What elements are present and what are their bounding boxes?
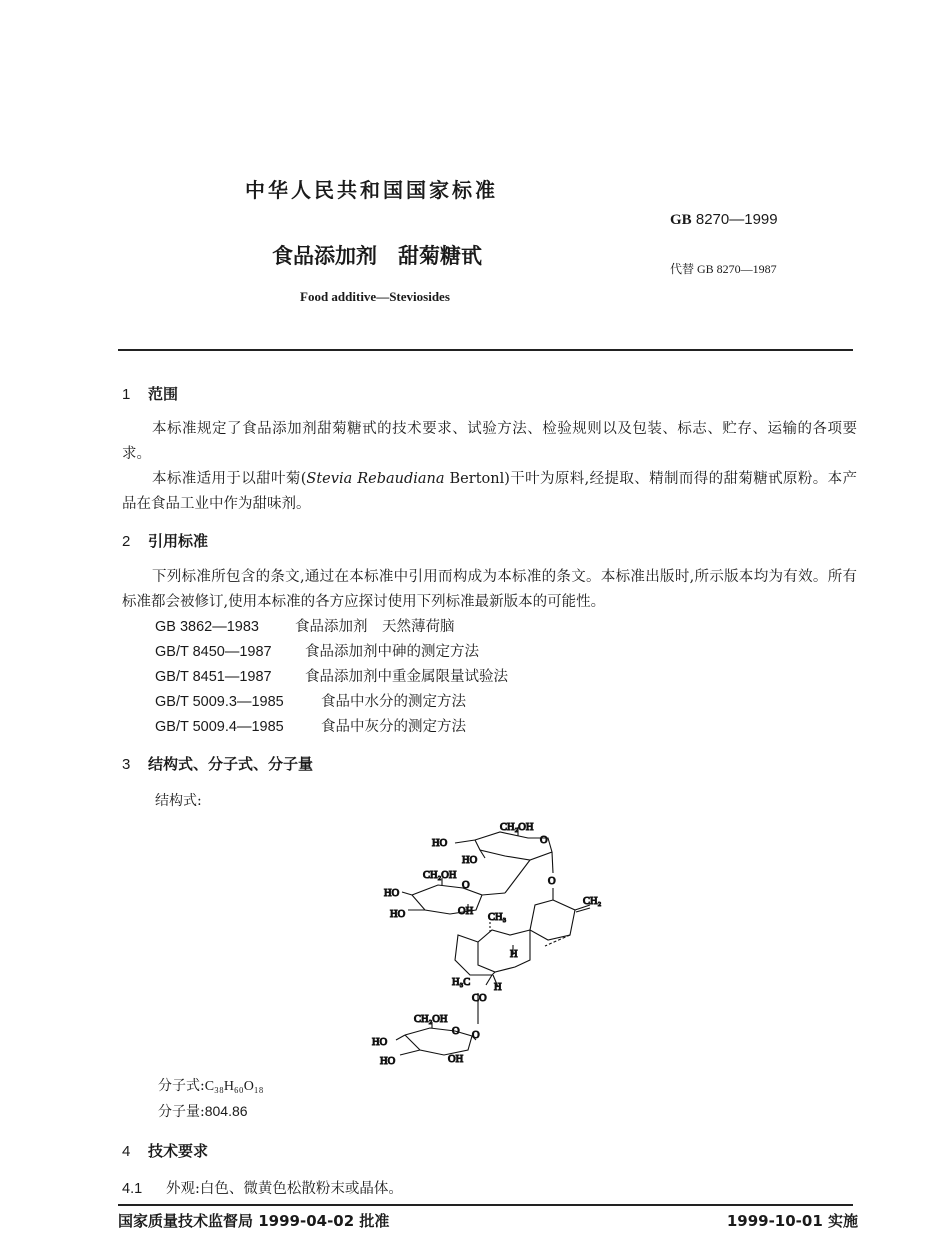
approval-note: 国家质量技术监督局 1999-04-02 批准: [118, 1212, 390, 1230]
section-2-title: 引用标准: [148, 532, 209, 550]
label-h3c: H₃C: [452, 977, 471, 988]
standard-code-prefix: GB: [670, 212, 692, 228]
section-1-number: 1: [122, 386, 131, 403]
label-o-top-ring: O: [540, 835, 548, 846]
molecular-weight-label: 分子量:: [158, 1104, 205, 1120]
molecular-weight-value: 804.86: [204, 1103, 248, 1119]
reference-title: 食品添加剂中砷的测定方法: [305, 644, 479, 660]
label-ch2oh-top: CH₂OH: [500, 822, 534, 833]
reference-title: 食品添加剂中重金属限量试验法: [305, 669, 508, 685]
reference-code: GB/T 5009.3—1985: [155, 694, 284, 710]
section-1-paragraph-2: [122, 467, 857, 517]
reference-item: [155, 615, 455, 636]
label-h-1: H: [510, 949, 518, 960]
label-oh-mid: OH: [458, 906, 474, 917]
glucose-ring-middle: [402, 878, 505, 914]
label-o-mid-ring: O: [462, 880, 470, 891]
section-1-latin-name: Stevia Rebaudiana: [306, 471, 445, 487]
section-2-heading: [122, 530, 208, 551]
reference-code: GB/T 8450—1987: [155, 644, 272, 660]
label-ho-mid: HO: [384, 888, 400, 899]
reference-code: GB/T 8451—1987: [155, 669, 272, 685]
molecular-formula: [158, 1075, 264, 1095]
reference-title: 食品添加剂 天然薄荷脑: [295, 619, 455, 635]
reference-title: 食品中水分的测定方法: [321, 694, 466, 710]
label-o-glycosidic-1: O: [548, 876, 556, 887]
label-h-2: H: [494, 982, 502, 993]
label-ho-top-2: HO: [462, 855, 478, 866]
label-o-ester: O: [472, 1030, 480, 1041]
label-ho-top: HO: [432, 838, 448, 849]
section-4-item-text: 外观:白色、微黄色松散粉末或晶体。: [166, 1181, 403, 1197]
reference-item: [155, 665, 508, 686]
molecular-weight: [158, 1101, 248, 1121]
section-4-item: [122, 1177, 403, 1198]
reference-item: [155, 690, 466, 711]
reference-code: GB 3862—1983: [155, 619, 259, 635]
molecular-formula-value: C₃₈H₆₀O₁₈: [204, 1079, 264, 1094]
section-3-heading: [122, 753, 313, 774]
reference-item: [155, 640, 479, 661]
section-1-title: 范围: [148, 385, 179, 403]
section-1-p2-start: 本标准适用于以甜叶菊(: [152, 471, 307, 487]
section-3-title: 结构式、分子式、分子量: [148, 755, 314, 773]
reference-item: [155, 715, 466, 736]
implementation-date: 1999-10-01 实施: [726, 1212, 858, 1230]
label-ho-bottom-2: HO: [380, 1056, 396, 1067]
section-3-number: 3: [122, 756, 131, 773]
replaces-note: 代替 GB 8270—1987: [670, 262, 777, 276]
standard-code: [670, 211, 778, 229]
label-ho-bottom: HO: [372, 1037, 388, 1048]
reference-title: 食品中灰分的测定方法: [321, 719, 466, 735]
standard-code-number: 8270—1999: [695, 211, 778, 228]
section-4-number: 4: [122, 1143, 131, 1160]
section-4-heading: [122, 1140, 208, 1161]
section-2-paragraph: 下列标准所包含的条文,通过在本标准中引用而构成为本标准的条文。本标准出版时,所示版本均为有效。所有标准都会被修订,使用本标准的各方应探讨使用下列标准最新版本的可能性。: [122, 569, 857, 610]
label-ch2oh-bottom: CH₂OH: [414, 1014, 448, 1025]
label-ch3: CH₃: [488, 912, 507, 923]
molecular-formula-label: 分子式:: [158, 1078, 205, 1094]
structural-formula: [370, 812, 620, 1072]
footer-divider: [118, 1204, 853, 1206]
label-o-bottom-ring: O: [452, 1026, 460, 1037]
section-1-heading: [122, 383, 178, 404]
label-oh-bottom: OH: [448, 1054, 464, 1065]
section-2-number: 2: [122, 533, 131, 550]
section-4-title: 技术要求: [148, 1142, 209, 1160]
glucose-ring-bottom: [396, 1022, 476, 1055]
structure-label: 结构式:: [155, 793, 202, 809]
section-1-paragraph-1: 本标准规定了食品添加剂甜菊糖甙的技术要求、试验方法、检验规则以及包装、标志、贮存、运输的各项要求。: [122, 421, 857, 462]
national-standard-title: 中华人民共和国国家标准: [245, 178, 498, 202]
section-4-item-number: 4.1: [122, 1181, 143, 1197]
label-ho-mid-2: HO: [390, 909, 406, 920]
label-ch2: CH₂: [583, 896, 602, 907]
header-divider: [118, 349, 853, 351]
label-ch2oh-mid: CH₂OH: [423, 870, 457, 881]
section-1-p2-end: Bertonl)干叶为原料,经提取、精制而得的甜菊糖甙原粉。本产品在食品工业中作为甜味剂。: [122, 471, 858, 512]
label-co: CO: [472, 993, 487, 1004]
reference-code: GB/T 5009.4—1985: [155, 719, 284, 735]
document-title-en: Food additive—Steviosides: [300, 289, 450, 304]
document-title-cn: 食品添加剂 甜菊糖甙: [272, 244, 482, 268]
